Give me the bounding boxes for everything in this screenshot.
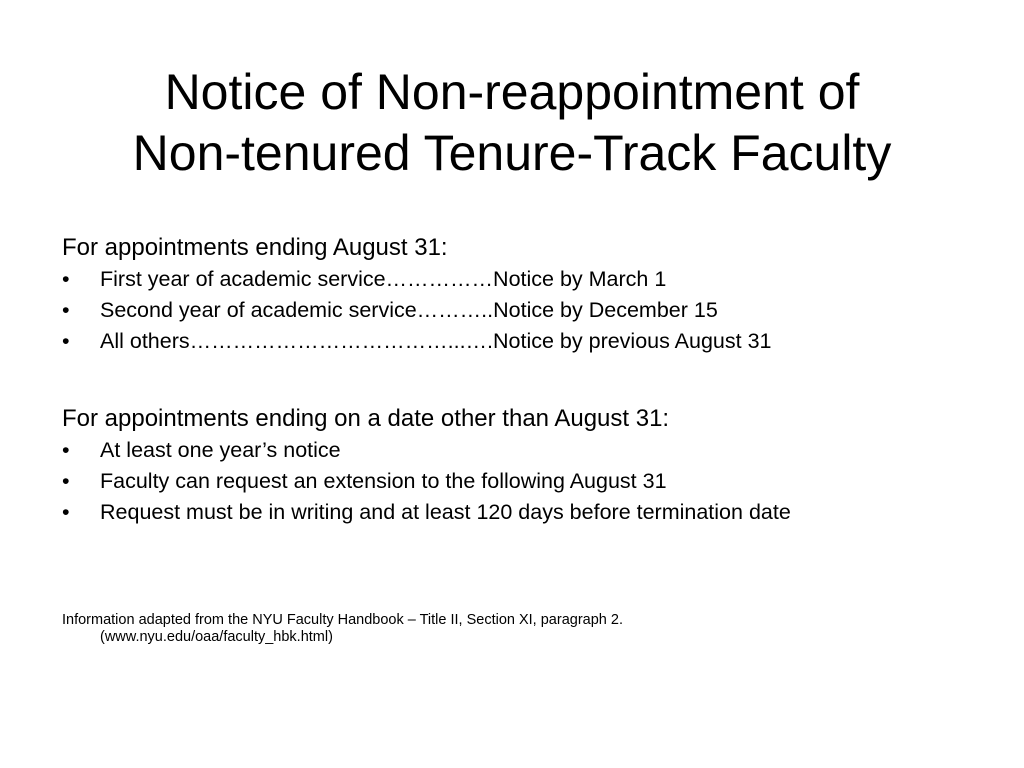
bullet-icon: • <box>62 329 70 353</box>
list-item <box>62 295 982 326</box>
section-other-dates <box>62 403 982 528</box>
list-item <box>62 326 982 357</box>
list-item-text: At least one year’s notice <box>100 438 341 462</box>
source-footnote <box>62 612 982 646</box>
bullet-list <box>62 435 982 528</box>
list-item-text: Faculty can request an extension to the following August 31 <box>100 469 667 493</box>
bullet-icon: • <box>62 500 70 524</box>
bullet-icon: • <box>62 267 70 291</box>
list-item-text: First year of academic service……………Notice by March 1 <box>100 267 667 291</box>
section-heading: For appointments ending August 31: <box>62 234 448 261</box>
slide-title-line-2: Non-tenured Tenure-Track Faculty <box>132 125 892 181</box>
bullet-icon: • <box>62 469 70 493</box>
list-item <box>62 466 982 497</box>
list-item-text: All others………………………………...….Notice by previous August 31 <box>100 329 772 353</box>
bullet-icon: • <box>62 438 70 462</box>
footnote-line-1: Information adapted from the NYU Faculty Handbook – Title II, Section XI, paragraph 2. <box>62 612 623 628</box>
bullet-icon: • <box>62 298 70 322</box>
list-item <box>62 264 982 295</box>
list-item-text: Request must be in writing and at least 120 days before termination date <box>100 500 791 524</box>
section-august-31 <box>62 232 982 357</box>
list-item <box>62 435 982 466</box>
bullet-list <box>62 264 982 357</box>
footnote-line-2: (www.nyu.edu/oaa/faculty_hbk.html) <box>100 629 333 645</box>
slide-title-line-1: Notice of Non-reappointment of <box>164 64 860 120</box>
slide-title <box>40 62 984 184</box>
list-item <box>62 497 982 528</box>
section-heading: For appointments ending on a date other than August 31: <box>62 405 670 432</box>
list-item-text: Second year of academic service………..Notice by December 15 <box>100 298 718 322</box>
